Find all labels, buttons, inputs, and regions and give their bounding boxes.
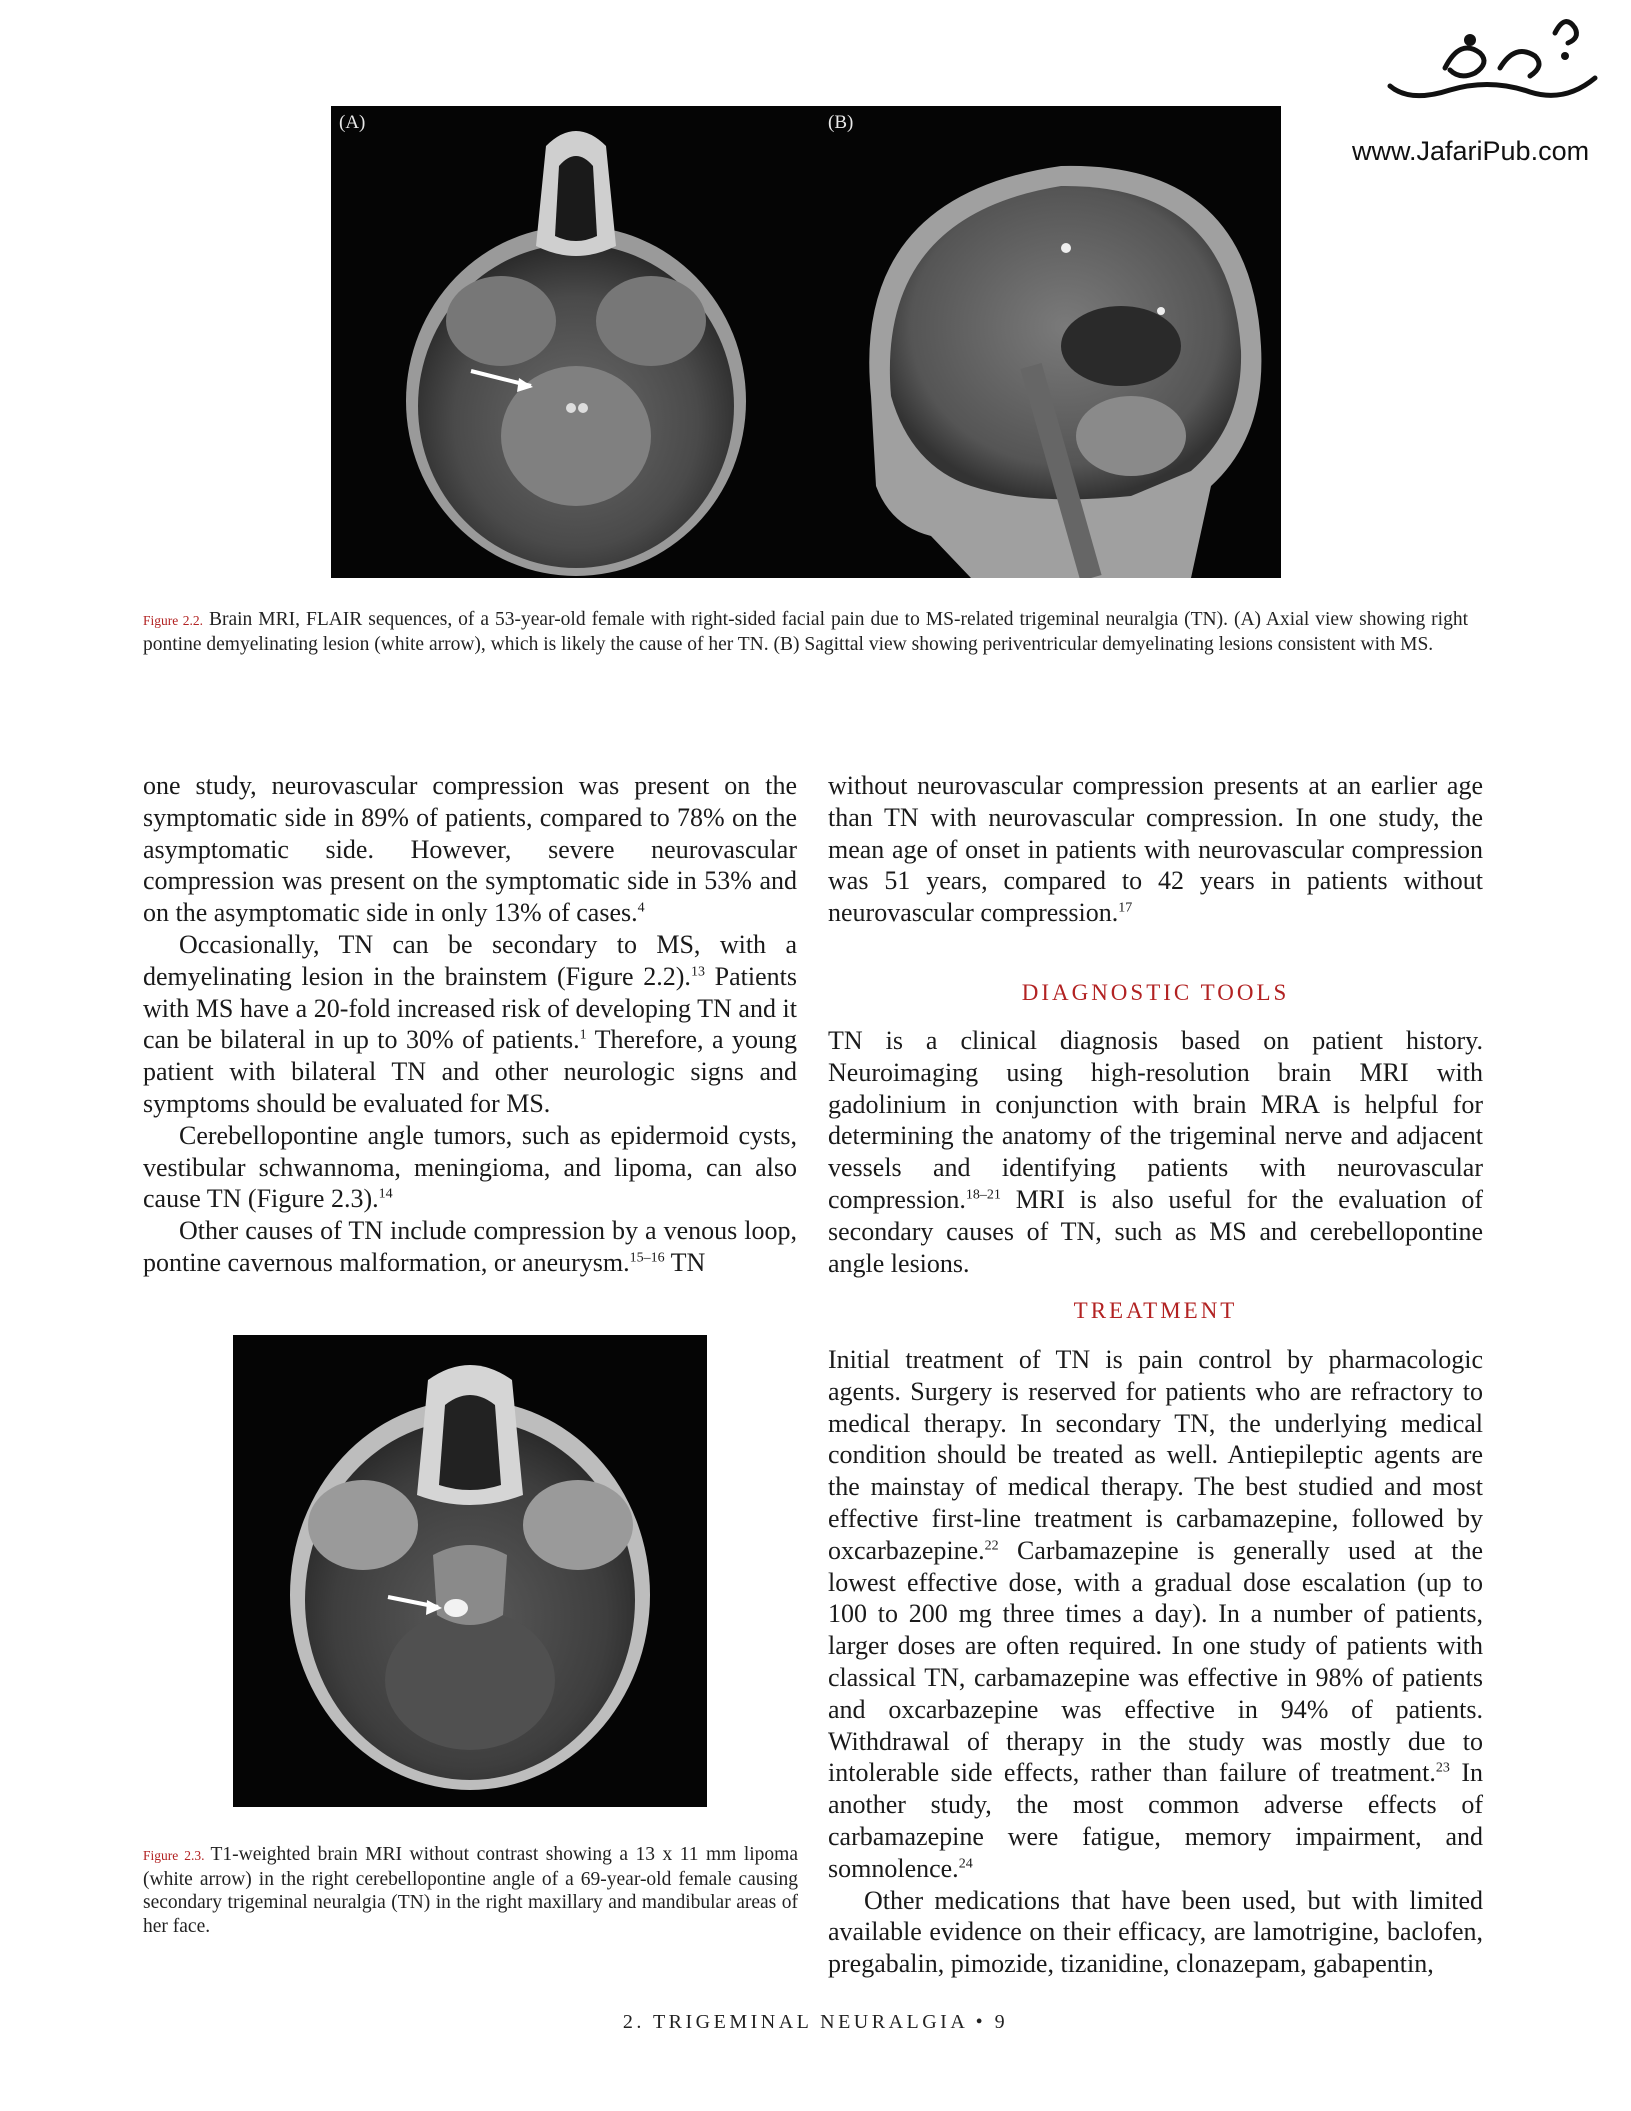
paragraph: TN is a clinical diagnosis based on patient history. Neuroimaging using high-resolution brain MRI with gadolinium in conjunction with brain MRA is helpful for determining the anatomy of the trigeminal nerve and adjacent vessels and identifying patients with neurovascular compression.$^{18-21}$ MRI is also useful for the evaluation of secondary causes of TN, such as MS and cerebellopontine angle lesions.	[828, 1026, 1483, 1278]
right-column-diagnostic	[828, 1025, 1483, 1279]
paragraph: Initial treatment of TN is pain control by pharmacologic agents. Surgery is reserved for patients who are refractory to medical therapy. In secondary TN, the underlying medical condition should be treated as well. Antiepileptic agents are the mainstay of medical therapy. The best studied and most effective first-line treatment is carbamazepine, followed by oxcarbazepine.$^{22}$ Carbamazepine is generally used at the lowest effective dose, with a gradual dose escalation (up to 100 to 200 mg three times a day). In a number of patients, larger doses are often required. In one study of patients with classical TN, carbamazepine was effective in 98% of patients and oxcarbazepine was effective in 94% of patients. Withdrawal of therapy in the study was mostly due to intolerable side effects, rather than failure of treatment.$^{23}$ In another study, the most common adverse effects of carbamazepine were fatigue, memory impairment, and somnolence.$^{24}$	[828, 1345, 1483, 1883]
panel-label-b: (B)	[828, 112, 854, 133]
paragraph: Cerebellopontine angle tumors, such as epidermoid cysts, vestibular schwannoma, meningioma, and lipoma, can also cause TN (Figure 2.3).$^{14}$	[143, 1120, 797, 1214]
caption-text: T1-weighted brain MRI without contrast showing a 13 x 11 mm lipoma (white arrow) in the right cerebellopontine angle of a 69-year-old female causing secondary trigeminal neuralgia (TN) in the right maxillary and mandibular areas of her face.	[143, 1844, 799, 1937]
paragraph: without neurovascular compression presents at an earlier age than TN with neurovascular compression. In one study, the mean age of onset in patients with neurovascular compression was 51 years, compared to 42 years in patients without neurovascular compression.$^{17}$	[828, 771, 1483, 928]
publisher-logo	[1350, 8, 1620, 108]
figure-label: Figure 2.2.	[143, 613, 203, 628]
figure-label: Figure 2.3.	[143, 1848, 205, 1863]
figure-2-3-caption	[143, 1843, 798, 1938]
panel-label-a: (A)	[339, 112, 366, 133]
figure-2-2-caption	[143, 608, 1468, 656]
paragraph: Other medications that have been used, but with limited available evidence on their efficacy, are lamotrigine, baclofen, pregabalin, pimozide, tizanidine, clonazepam, gabapentin,	[828, 1885, 1483, 1979]
paragraph: Occasionally, TN can be secondary to MS, with a demyelinating lesion in the brainstem (Figure 2.2).$^{13}$ Patients with MS have a 20-fold increased risk of developing TN and it can be bilateral in up to 30% of patients.$^1$ Therefore, a young patient with bilateral TN and other neurologic signs and symptoms should be evaluated for MS.	[143, 929, 797, 1118]
section-heading-diagnostic-tools: DIAGNOSTIC TOOLS	[1021, 980, 1290, 1005]
right-column-top	[828, 770, 1483, 929]
figure-2-2-image	[331, 106, 1281, 578]
right-column-treatment	[828, 1344, 1483, 1980]
calligraphy-logo-icon	[1350, 8, 1620, 108]
watermark-url: www.JafariPub.com	[1352, 136, 1590, 166]
paragraph: Other causes of TN include compression by a venous loop, pontine cavernous malformation, or aneurysm.$^{15-16}$ TN	[143, 1216, 797, 1277]
section-heading-treatment: TREATMENT	[1073, 1298, 1238, 1323]
left-column	[143, 770, 797, 1279]
page-footer: 2. TRIGEMINAL NEURALGIA • 9	[622, 2011, 1009, 2033]
caption-text: Brain MRI, FLAIR sequences, of a 53-year-old female with right-sided facial pain due to MS-related trigeminal neuralgia (TN). (A) Axial view showing right pontine demyelinating lesion (white arrow), which is likely the cause of her TN. (B) Sagittal view showing periventricular demyelinating lesions consistent with MS.	[143, 609, 1468, 655]
figure-2-3-image	[233, 1335, 707, 1807]
paragraph: one study, neurovascular compression was present on the symptomatic side in 89% of patients, compared to 78% on the asymptomatic side. However, severe neurovascular compression was present on the symptomatic side in 53% and on the asymptomatic side in only 13% of cases.$^4$	[143, 771, 797, 928]
